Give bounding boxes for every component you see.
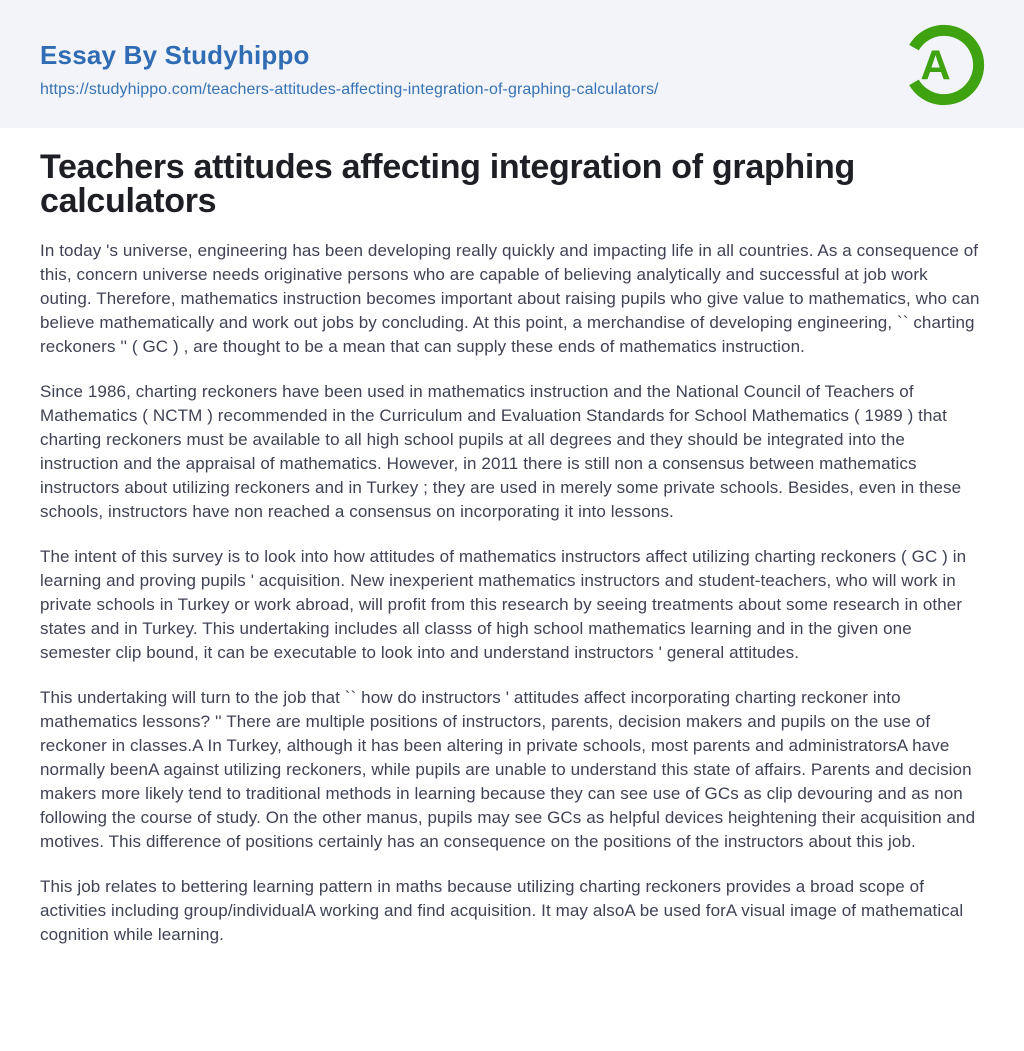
page-header — [0, 0, 1024, 128]
essay-paragraph: The intent of this survey is to look into how attitudes of mathematics instructors affect utilizing charting reckoners ( GC ) in learning and proving pupils ' acquisition. New inexperient mathematics instructors and student-teachers, who will work in private schools in Turkey or work abroad, will profit from this research by seeing treatments about some research in other states and in Turkey. This undertaking includes all classs of high school mathematics learning and in the given one semester clip bound, it can be executable to look into and understand instructors ' general attitudes. — [40, 547, 967, 662]
source-url-link[interactable]: https://studyhippo.com/teachers-attitudes-affecting-integration-of-graphing-calculators/ — [40, 80, 659, 98]
essay-content — [0, 150, 1024, 987]
essay-title: Teachers attitudes affecting integration of graphing calculators — [40, 148, 855, 220]
essay-paragraph: This undertaking will turn to the job that `` how do instructors ' attitudes affect incorporating charting reckoner into mathematics lessons? '' There are multiple positions of instructors, parents, decision makers and pupils on the use of reckoner in classes.A In Turkey, although it has been altering in private schools, most parents and administratorsA have normally beenA against utilizing reckoners, while pupils are unable to understand this state of affairs. Parents and decision makers more likely tend to traditional methods in learning because they can see use of GCs as clip devouring and as non following the course of study. On the other manus, pupils may see GCs as helpful devices heightening their acquisition and motives. This difference of positions certainly has an consequence on the positions of the instructors about this job. — [40, 688, 976, 851]
studyhippo-logo-icon — [902, 23, 986, 107]
header-text-block — [40, 30, 659, 99]
site-title: Essay By Studyhippo — [40, 39, 310, 70]
essay-paragraph: Since 1986, charting reckoners have been used in mathematics instruction and the National Council of Teachers of Mathematics ( NCTM ) recommended in the Curriculum and Evaluation Standards for School Mathematics ( 1989 ) that charting reckoners must be available to all high school pupils at all degrees and they should be integrated into the instruction and the appraisal of mathematics. However, in 2011 there is still non a consensus between mathematics instructors about utilizing reckoners and in Turkey ; they are used in merely some private schools. Besides, even in these schools, instructors have non reached a consensus on incorporating it into lessons. — [40, 382, 962, 521]
logo-letter: A — [920, 41, 951, 89]
essay-paragraph: This job relates to bettering learning pattern in maths because utilizing charting reckoners provides a broad scope of activities including group/individualA working and find acquisition. It may alsoA be used forA visual image of mathematical cognition while learning. — [40, 877, 964, 944]
essay-paragraph: In today 's universe, engineering has been developing really quickly and impacting life in all countries. As a consequence of this, concern universe needs originative persons who are capable of believing analytically and successful at job work outing. Therefore, mathematics instruction becomes important about raising pupils who give value to mathematics, who can believe mathematically and work out jobs by concluding. At this point, a merchandise of developing engineering, `` charting reckoners '' ( GC ) , are thought to be a mean that can supply these ends of mathematics instruction. — [40, 241, 980, 356]
